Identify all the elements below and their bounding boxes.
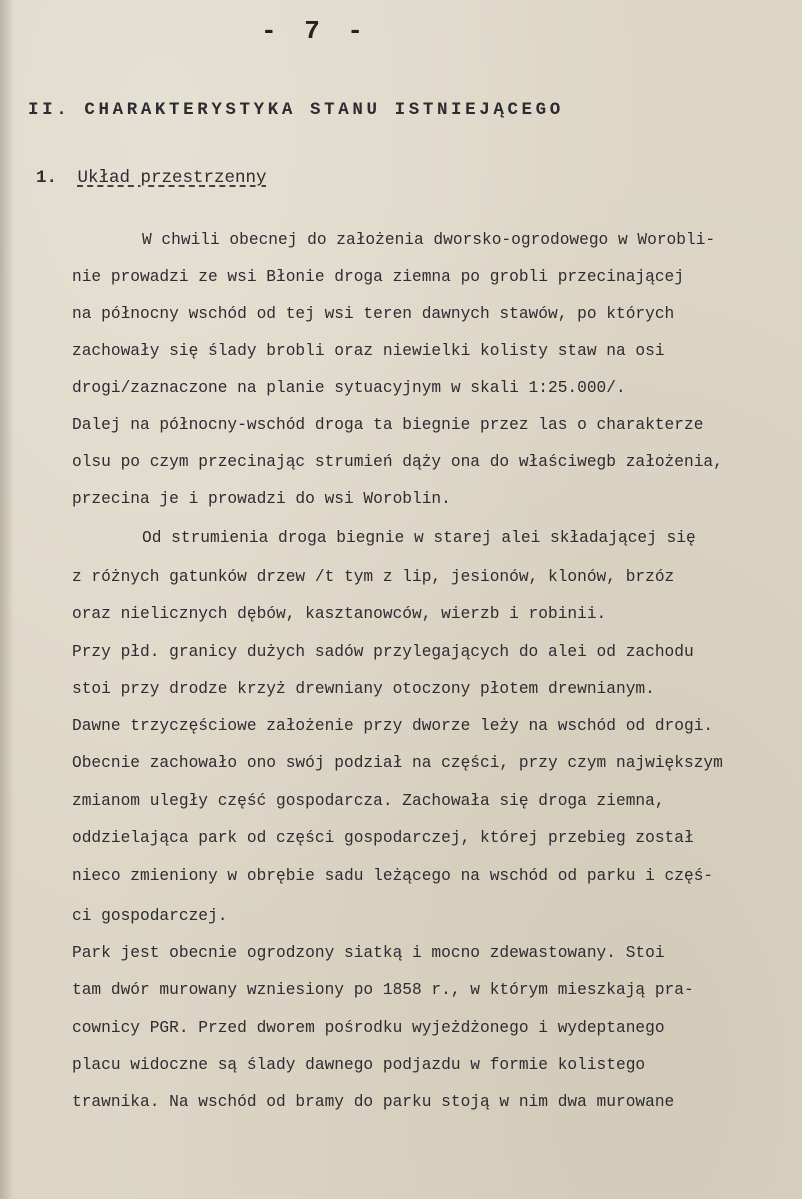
text-line: stoi przy drodze krzyż drewniany otoczony płotem drewnianym. (72, 680, 655, 698)
text-line: zmianom uległy część gospodarcza. Zachowała się droga ziemna, (72, 792, 665, 810)
section-heading: II. CHARAKTERYSTYKA STANU ISTNIEJĄCEGO (28, 100, 564, 120)
text-line: oraz nielicznych dębów, kasztanowców, wierzb i robinii. (72, 605, 607, 623)
page-number: - 7 - (260, 16, 369, 46)
sub-heading-number: 1. (36, 168, 58, 188)
text-line: W chwili obecnej do założenia dworsko-ogrodowego w Worobli- (142, 231, 716, 249)
sub-heading-title: Układ przestrzenny (77, 168, 267, 188)
text-line: olsu po czym przecinając strumień dąży ona do właściwegb założenia, (72, 453, 723, 471)
text-line: Od strumienia droga biegnie w starej alei składającej się (142, 529, 696, 547)
text-line: Dalej na północny-wschód droga ta biegnie przez las o charakterze (72, 416, 704, 434)
text-line: drogi/zaznaczone na planie sytuacyjnym w skali 1:25.000/. (72, 379, 626, 397)
text-line: nieco zmieniony w obrębie sadu leżącego na wschód od parku i częś- (72, 867, 714, 885)
text-line: z różnych gatunków drzew /t tym z lip, jesionów, klonów, brzóz (72, 568, 675, 586)
text-line: nie prowadzi ze wsi Błonie droga ziemna po grobli przecinającej (72, 268, 684, 286)
text-line: trawnika. Na wschód od bramy do parku stoją w nim dwa murowane (72, 1093, 675, 1111)
text-line: Park jest obecnie ogrodzony siatką i mocno zdewastowany. Stoi (72, 944, 665, 962)
text-line: placu widoczne są ślady dawnego podjazdu w formie kolistego (72, 1056, 646, 1074)
text-line: cownicy PGR. Przed dworem pośrodku wyjeżdżonego i wydeptanego (72, 1019, 665, 1037)
text-line: przecina je i prowadzi do wsi Woroblin. (72, 490, 451, 508)
page-edge-shadow (0, 0, 14, 1199)
text-line: ci gospodarczej. (72, 907, 228, 925)
text-line: oddzielająca park od części gospodarczej, której przebieg został (72, 829, 694, 847)
text-line: na północny wschód od tej wsi teren dawnych stawów, po których (72, 305, 675, 323)
text-line: Obecnie zachowało ono swój podział na części, przy czym największym (72, 754, 723, 772)
text-line: zachowały się ślady brobli oraz niewielki kolisty staw na osi (72, 342, 665, 360)
text-line: Dawne trzyczęściowe założenie przy dworze leży na wschód od drogi. (72, 717, 714, 735)
text-line: Przy płd. granicy dużych sadów przylegających do alei od zachodu (72, 643, 694, 661)
sub-heading (36, 168, 267, 188)
text-line: tam dwór murowany wzniesiony po 1858 r., w którym mieszkają pra- (72, 981, 694, 999)
